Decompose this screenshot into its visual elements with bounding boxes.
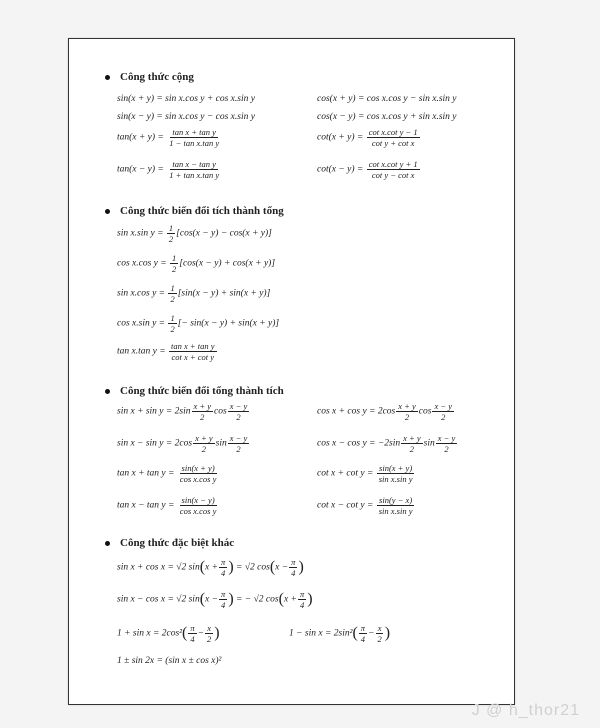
formula-sin-minus-sin: sin x − sin y = 2cos $\frac{x + y}{2}$ sin $\frac{x - y}{2}$ <box>117 433 248 454</box>
bullet-icon <box>105 209 110 214</box>
formula-cos-sum: cos(x + y) = cos x.cos y − sin x.sin y <box>317 94 457 104</box>
watermark: J @ h_thor21 <box>471 702 580 719</box>
formula-cos-plus-cos: cos x + cos y = 2cos $\frac{x + y}{2}$ cos $\frac{x - y}{2}$ <box>317 401 452 422</box>
formula-sheet <box>68 38 515 705</box>
formula-cot-minus-cot: cot x − cot y = $\frac{\sin(y - x)}{\text{sin x.sin y}}$ <box>317 495 413 516</box>
formula-cos-cos: cos x.cos y = $\frac{1}{2}$ [cos(x − y) + cos(x + y)] <box>117 253 276 274</box>
formula-cot-plus-cot: cot x + cot y = $\frac{\sin(x + y)}{\text{sin x.sin y}}$ <box>317 463 413 484</box>
formula-one-plus-sin: 1 + sin x = 2cos²( $\frac{\pi}{4}$ − $\frac{x}{2}$ ) <box>117 623 220 644</box>
formula-tan-plus-tan: tan x + tan y = $\frac{\sin(x + y)}{\text{cos x.cos y}}$ <box>117 463 217 484</box>
formula-one-pm-sin2x: 1 ± sin 2x = (sin x ± cos x)² <box>117 656 222 666</box>
bullet-icon <box>105 389 110 394</box>
formula-cot-diff: cot(x − y) = $\frac{\text{cot x.cot y + 1}}{\text{cot y − cot x}}$ <box>317 159 418 180</box>
section-title-product-to-sum: Công thức biến đổi tích thành tổng <box>105 205 284 217</box>
formula-sin-sum: sin(x + y) = sin x.cos y + cos x.sin y <box>117 94 255 104</box>
formula-sin-sin: sin x.sin y = $\frac{1}{2}$ [cos(x − y) − cos(x + y)] <box>117 223 272 244</box>
formula-tan-sum: tan(x + y) = $\frac{\text{tan x + tan y}}{\text{1 − tan x.tan y}}$ <box>117 127 220 148</box>
formula-tan-minus-tan: tan x − tan y = $\frac{\sin(x - y)}{\text{cos x.cos y}}$ <box>117 495 217 516</box>
formula-cos-minus-cos: cos x − cos y = −2sin $\frac{x + y}{2}$ sin $\frac{x - y}{2}$ <box>317 433 456 454</box>
formula-sin-diff: sin(x − y) = sin x.cos y − cos x.sin y <box>117 112 255 122</box>
formula-cos-diff: cos(x − y) = cos x.cos y + sin x.sin y <box>317 112 457 122</box>
formula-one-minus-sin: 1 − sin x = 2sin²( $\frac{\pi}{4}$ − $\frac{x}{2}$ ) <box>289 623 391 644</box>
formula-sin-minus-cos: sin x − cos x = √2 sin(x − $\frac{\pi}{4}$ ) = − √2 cos(x + $\frac{\pi}{4}$ ) <box>117 589 313 610</box>
section-title-sum-to-product: Công thức biến đổi tổng thành tích <box>105 385 284 397</box>
section-title-special: Công thức đặc biệt khác <box>105 537 234 549</box>
formula-sin-plus-cos: sin x + cos x = √2 sin(x + $\frac{\pi}{4}$ ) = √2 cos(x − $\frac{\pi}{4}$ ) <box>117 557 304 578</box>
formula-cos-sin: cos x.sin y = $\frac{1}{2}$ [− sin(x − y) + sin(x + y)] <box>117 313 280 334</box>
bullet-icon <box>105 541 110 546</box>
formula-cot-sum: cot(x + y) = $\frac{\text{cot x.cot y − 1}}{\text{cot y + cot x}}$ <box>317 127 418 148</box>
formula-sin-cos: sin x.cos y = $\frac{1}{2}$ [sin(x − y) + sin(x + y)] <box>117 283 271 304</box>
formula-tan-diff: tan(x − y) = $\frac{\text{tan x − tan y}}{\text{1 + tan x.tan y}}$ <box>117 159 220 180</box>
section-title-addition: Công thức cộng <box>105 71 194 83</box>
formula-sin-plus-sin: sin x + sin y = 2sin $\frac{x + y}{2}$ cos $\frac{x - y}{2}$ <box>117 401 248 422</box>
bullet-icon <box>105 75 110 80</box>
formula-tan-tan: tan x.tan y = $\frac{\text{tan x + tan y}}{\text{cot x + cot y}}$ <box>117 341 215 362</box>
